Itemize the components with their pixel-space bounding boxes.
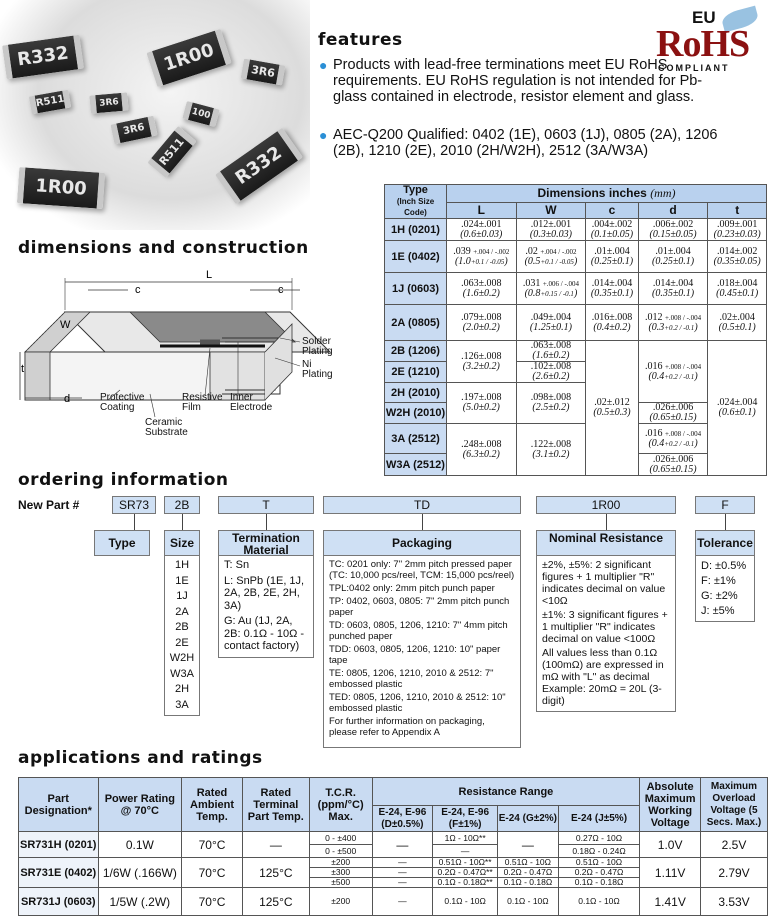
packaging-list: TC: 0201 only: 7" 2mm pitch pressed paper (TC: 10,000 pcs/reel, TCM: 15,000 pcs/reel) TPL:0402 only: 2mm pitch punch paper TP: 0402, 0603, 0805: 7" 2mm pitch punch paper TD: 0603, 0805, 1206, 1210: 7" 4mm pitch punched paper TDD: 0603, 0805, 1206, 1210: 10" paper tape TE: 0805, 1206, 1210, 2010 & 2512: 7" embossed plastic TED: 0805, 1206, 1210, 2010 & 2512: 10" embossed plastic For further information on packaging, please refer to Appendix A — [323, 556, 521, 748]
col-r4: E-24 (J±5%) — [558, 806, 640, 832]
part-code-termination: T — [218, 496, 314, 514]
table-row: 2B (1206) .126±.008 (3.2±0.2) .063±.008 (1.6±0.2) .02±.012 (0.5±0.3) .016 +.008 / -.004 (0.4+0.2 / -0.1) .024±.004 (0.6±0.1) — [385, 341, 767, 362]
bullet-icon: ● — [319, 57, 328, 73]
col-range: Resistance Range — [372, 778, 640, 806]
chip-resistor: 3R6 — [89, 92, 128, 113]
table-row: W3A (2512) .026±.006 (0.65±0.15) — [385, 454, 767, 476]
d-label: d — [64, 393, 71, 405]
col-overload: Maximum Overload Voltage (5 Secs. Max.) — [700, 778, 767, 832]
col-ambient: Rated Ambient Temp. — [182, 778, 243, 832]
type-header: Type (Inch Size Code) — [385, 185, 447, 219]
table-row: ±300 — 0.2Ω - 0.47Ω** 0.2Ω - 0.47Ω 0.2Ω - 0.47Ω — [19, 868, 768, 878]
table-row: 2A (0805) .079±.008 (2.0±0.2) .049±.004 (1.25±0.1) .016±.008 (0.4±0.2) .012 +.008 / -.004 (0.3+0.2 / -0.1) .02±.004 (0.5±0.1) — [385, 305, 767, 341]
rohs-logo — [652, 8, 764, 73]
dimensions-header: Dimensions inches (mm) — [447, 185, 767, 203]
chip-resistor: 3R6 — [110, 116, 157, 145]
table-row: 3A (2512) .248±.008 (6.3±0.2) .122±.008 (3.1±0.2) .016 +.008 / -.004 (0.4+0.2 / -0.1) — [385, 424, 767, 454]
feature-text: Products with lead-free terminations meet EU RoHS requirements. EU RoHS regulation is not intended for Pb-glass contained in electrode, resistor element and glass. — [333, 57, 703, 105]
col-terminal: Rated Terminal Part Temp. — [242, 778, 309, 832]
chip-resistor: R511 — [29, 90, 72, 115]
W-label: W — [60, 319, 71, 331]
table-row: 0 - ±500 — 0.18Ω - 0.24Ω — [19, 845, 768, 858]
chip-resistor: 100 — [182, 101, 220, 127]
table-row: 1E (0402) .039 +.004 / -.002 (1.0+0.1 / -0.05) .02 +.004 / -.002 (0.5+0.1 / -0.05) .01±.004 (0.25±0.1) .01±.004 (0.25±0.1) .014±.002 (0.35±0.05) — [385, 241, 767, 273]
col-c: c — [586, 202, 639, 218]
size-head: Size — [164, 530, 200, 556]
termination-head: Termination Material — [218, 530, 314, 556]
chip-resistor: 1R00 — [146, 29, 231, 87]
rohs-mark: RoHS — [656, 23, 750, 65]
ordering-heading: ordering information — [18, 470, 229, 490]
ratings-table — [18, 777, 768, 916]
col-d: d — [638, 202, 708, 218]
col-r3: E-24 (G±2%) — [498, 806, 559, 832]
col-r2: E-24, E-96 (F±1%) — [433, 806, 498, 832]
table-row: 2E (1210) .102±.008 (2.6±0.2) — [385, 362, 767, 383]
tolerance-list: D: ±0.5% F: ±1% G: ±2% J: ±5% — [695, 556, 755, 622]
new-part-label: New Part # — [18, 498, 80, 512]
tolerance-head: Tolerance — [695, 530, 755, 556]
chip-resistor: R332 — [215, 128, 303, 205]
part-code-resistance: 1R00 — [536, 496, 676, 514]
resistive-film-label: Resistive Film — [182, 392, 223, 413]
L-label: L — [206, 269, 213, 281]
left-termination-front — [25, 352, 50, 400]
chip-resistor: R511 — [147, 126, 196, 178]
feature-text: AEC-Q200 Qualified: 0402 (1E), 0603 (1J), 0805 (2A), 1206 (2B), 1210 (2E), 2010 (2H/W2H), 2512 (3A/W3A) — [333, 127, 718, 159]
protective-coating-label: Protective Coating — [100, 392, 145, 413]
table-row: W2H (2010) .026±.006 (0.65±0.15) — [385, 403, 767, 424]
packaging-head: Packaging — [323, 530, 521, 556]
feature-item — [319, 127, 733, 159]
type-head: Type — [94, 530, 150, 556]
termination-list: T: Sn L: SnPb (1E, 1J, 2A, 2B, 2E, 2H, 3A) G: Au (1J, 2A, 2B: 0.1Ω - 10Ω - contact factory) — [218, 556, 314, 658]
ceramic-substrate-label: Ceramic Substrate — [145, 417, 188, 438]
table-row: SR731J (0603) 1/5W (.2W) 70°C 125°C ±200 — 0.1Ω - 10Ω 0.1Ω - 10Ω 0.1Ω - 10Ω 1.41V 3.53V — [19, 888, 768, 916]
col-power: Power Rating @ 70°C — [98, 778, 182, 832]
chip-resistor: R332 — [2, 35, 84, 80]
c-label: c — [278, 284, 284, 296]
left-termination-top — [25, 312, 90, 352]
inner-electrode-label: Inner Electrode — [230, 392, 273, 413]
col-working: Absolute Maximum Working Voltage — [640, 778, 701, 832]
table-row: SR731E (0402) 1/6W (.166W) 70°C 125°C ±200 — 0.51Ω - 10Ω** 0.51Ω - 10Ω 0.51Ω - 10Ω 1.11V 2.79V — [19, 858, 768, 868]
col-tcr: T.C.R. (ppm/°C) Max. — [309, 778, 372, 832]
t-label: t — [21, 363, 25, 375]
dimensions-table — [384, 184, 767, 476]
chip-resistor: 3R6 — [241, 59, 286, 86]
col-t: t — [708, 202, 767, 218]
col-W: W — [516, 202, 586, 218]
rohs-eu: EU — [692, 8, 716, 27]
applications-heading: applications and ratings — [18, 748, 263, 768]
size-list: 1H 1E 1J 2A 2B 2E W2H W3A 2H 3A — [164, 556, 200, 716]
chip-resistor: 1R00 — [17, 167, 105, 209]
ni-plating-label: Ni Plating — [302, 359, 333, 380]
product-photo — [0, 0, 310, 230]
col-r1: E-24, E-96 (D±0.5%) — [372, 806, 433, 832]
part-code-type: SR73 — [112, 496, 156, 514]
solder-plating-label: Solder Plating — [302, 336, 333, 357]
part-code-packaging: TD — [323, 496, 521, 514]
c-label: c — [135, 284, 141, 296]
table-row: 1H (0201) .024±.001 (0.6±0.03) .012±.001 (0.3±0.03) .004±.002 (0.1±0.05) .006±.002 (0.15±0.05) .009±.001 (0.23±0.03) — [385, 219, 767, 241]
part-code-tolerance: F — [695, 496, 755, 514]
col-L: L — [447, 202, 517, 218]
part-code-size: 2B — [164, 496, 200, 514]
resistance-head: Nominal Resistance — [536, 530, 676, 556]
table-row: 2H (2010) .197±.008 (5.0±0.2) .098±.008 (2.5±0.2) — [385, 383, 767, 403]
col-part: Part Designation* — [19, 778, 99, 832]
rohs-compliant: COMPLIANT — [658, 63, 730, 73]
table-row: ±500 — 0.1Ω - 0.18Ω** 0.1Ω - 0.18Ω 0.1Ω - 0.18Ω — [19, 878, 768, 888]
bullet-icon: ● — [319, 127, 328, 143]
table-row: SR731H (0201) 0.1W 70°C — 0 - ±400 — 1Ω - 10Ω** — 0.27Ω - 10Ω 1.0V 2.5V — [19, 832, 768, 845]
dimensions-heading: dimensions and construction — [18, 238, 309, 258]
features-heading: features — [318, 30, 403, 50]
table-row: 1J (0603) .063±.008 (1.6±0.2) .031 +.006 / -.004 (0.8+0.15 / -0.1) .014±.004 (0.35±0.1) .014±.004 (0.35±0.1) .018±.004 (0.45±0.1) — [385, 273, 767, 305]
resistance-list: ±2%, ±5%: 2 significant figures + 1 multiplier "R" indicates decimal on value <10Ω ±1%: 3 significant figures + 1 multiplier "R" indicates decimal on value <100Ω All values less than 0.1Ω (100mΩ) are expressed in mΩ with "L" as decimal Example: 20mΩ = 20L (3-digit) — [536, 556, 676, 712]
